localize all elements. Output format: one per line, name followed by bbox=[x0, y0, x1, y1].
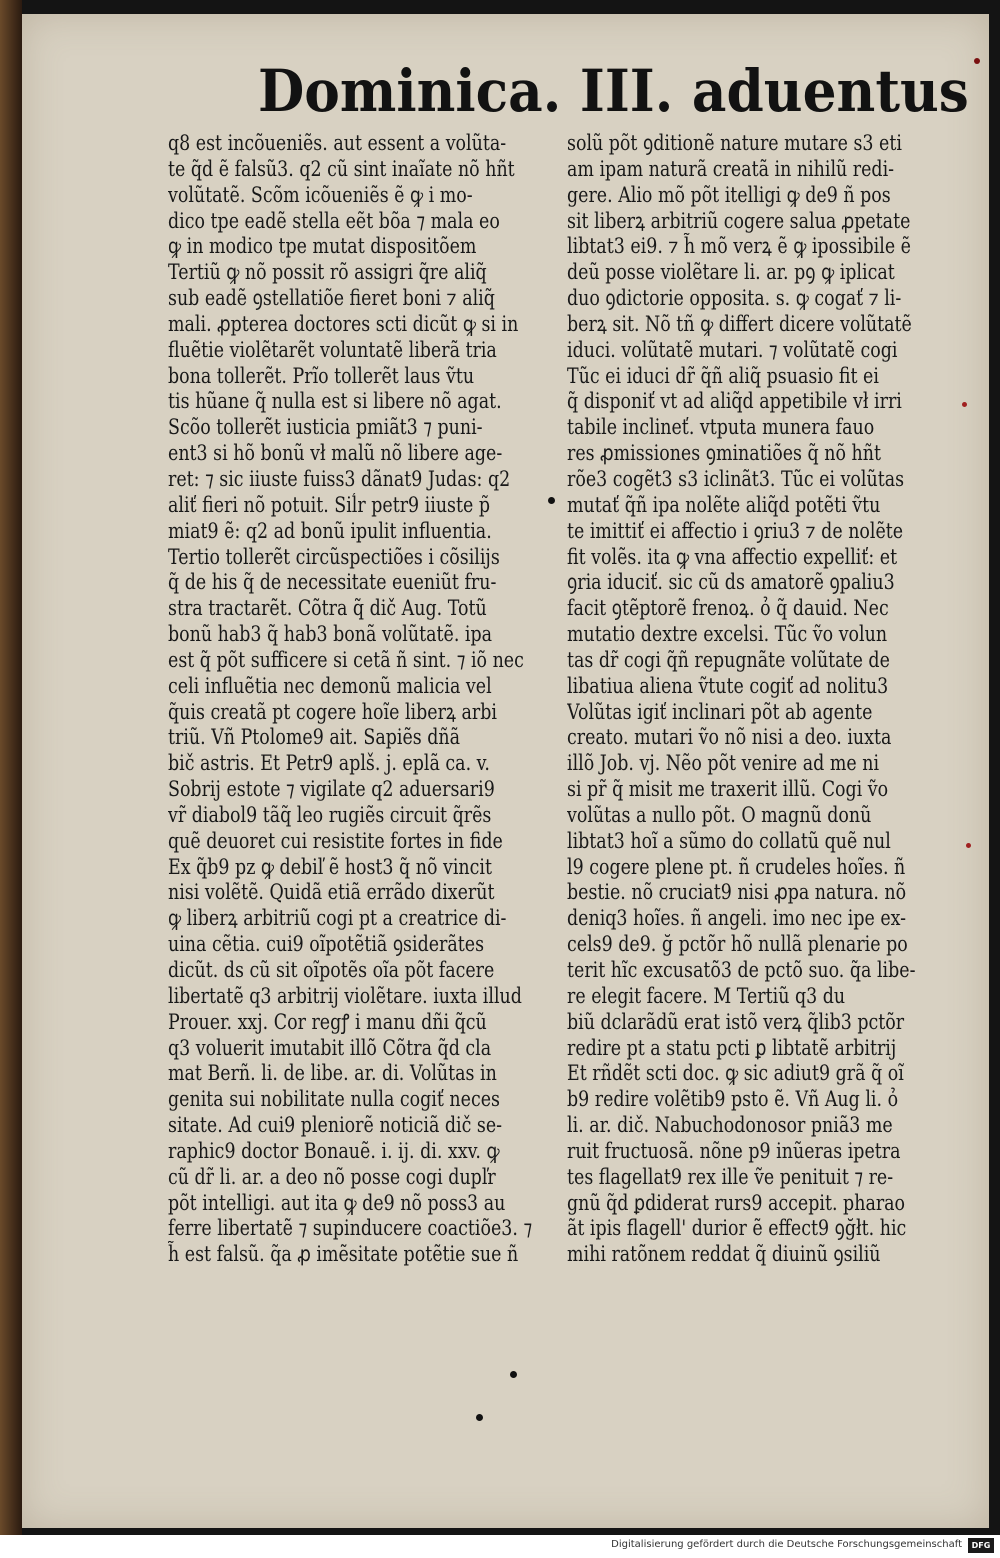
text-line: bona tollerẽt. Prĩo tollerẽt laus ṽtu bbox=[168, 363, 475, 388]
text-line: triũ. Vñ Ptolome9 ait. Sapiẽs dñã bbox=[168, 725, 461, 750]
text-line: raphic9 doctor Bonauẽ. i. ij. di. xxv. ꝙ bbox=[168, 1138, 500, 1163]
text-line: cels9 de9. ğ pctõr hõ nullã plenarie po bbox=[567, 932, 908, 957]
text-line: vr̃ diabol9 tãq̃ leo rugiẽs circuit q̃rẽs bbox=[168, 802, 492, 827]
text-line: ret: ⁊ sic iiuste fuiss3 dãnat9 Judas: q2 bbox=[168, 466, 511, 491]
text-line: libatiua aliena ṽtute cogiť ad nolitu3 bbox=[567, 673, 889, 698]
text-line: libertatẽ q3 arbitrij violẽtare. iuxta illud bbox=[168, 983, 522, 1008]
text-line: sitate. Ad cui9 pleniorẽ noticiã dič se- bbox=[168, 1113, 503, 1138]
text-line: mali. ꝓpterea doctores scti dicũt ꝙ si in bbox=[168, 311, 519, 336]
text-line: celi influẽtia nec demonũ malicia vel bbox=[168, 673, 492, 698]
text-line: quẽ deuoret cui resistite fortes in fide bbox=[168, 828, 503, 853]
text-line: bič astris. Et Petr9 aplš. j. eplã ca. v. bbox=[168, 751, 490, 776]
text-line: stra tractarẽt. Cõtra q̃ dič Aug. Totũ bbox=[168, 596, 487, 621]
left-text-column bbox=[168, 131, 546, 1268]
text-line: te imittiť ei affectio i ꝯriu3 ⁊ de nolẽte bbox=[567, 518, 904, 543]
text-line: mat Berñ. li. de libe. ar. di. Volũtas in bbox=[168, 1061, 497, 1086]
text-line: uina cẽtia. cui9 oĩpotẽtiã ꝯsiderãtes bbox=[168, 932, 485, 957]
text-line: q̃ de his q̃ de necessitate eueniũt fru- bbox=[168, 570, 497, 595]
text-line: deniq3 hoĩes. ñ angeli. imo nec ipe ex- bbox=[567, 906, 907, 931]
text-line: fluẽtie violẽtarẽt voluntatẽ liberã tria bbox=[168, 337, 497, 362]
text-line: Ex q̃b9 pz ꝙ debiľ ẽ host3 q̃ nõ vincit bbox=[168, 854, 492, 879]
book-spine-edge bbox=[0, 0, 22, 1535]
text-line: illõ Job. vj. Nẽo põt venire ad me ni bbox=[567, 751, 880, 776]
text-line: q8 est incõueniẽs. aut essent a volũta- bbox=[168, 131, 507, 155]
text-line: Scõo tollerẽt iusticia pmiãt3 ⁊ puni- bbox=[168, 415, 483, 440]
text-line: Volũtas igiť inclinari põt ab agente bbox=[567, 699, 873, 724]
text-line: dicũt. ds cũ sit oĩpotẽs oĩa põt facere bbox=[168, 958, 495, 982]
text-line: Prouer. xxj. Cor regꝭ i manu dñi q̃cũ bbox=[168, 1009, 487, 1034]
text-line: berꝝ sit. Nõ tñ ꝙ differt dicere volũtatẽ bbox=[567, 311, 912, 336]
text-line: mihi ratõnem reddat q̃ diuinũ ꝯsiliũ bbox=[567, 1242, 881, 1267]
text-line: sub eadẽ ꝯstellatiõe fieret boni ⁊ aliq̃ bbox=[168, 286, 495, 311]
text-line: rõe3 cogẽt3 s3 iclinãt3. Tũc ei volũtas bbox=[567, 466, 905, 491]
text-line: res ꝓmissiones ꝯminatiões q̃ nõ hñt bbox=[567, 441, 881, 466]
text-line: duo ꝯdictorie opposita. s. ꝙ cogať ⁊ li- bbox=[567, 286, 902, 311]
text-line: iduci. volũtatẽ mutari. ⁊ volũtatẽ cogi bbox=[567, 337, 898, 362]
text-line: fit volẽs. ita ꝙ vna affectio expelliť: et bbox=[567, 544, 898, 569]
text-line: li. ar. dič. Nabuchodonosor pniã3 me bbox=[567, 1113, 893, 1138]
right-text-column bbox=[567, 131, 944, 1268]
text-line: ent3 si hõ bonũ vł malũ nõ libere age- bbox=[168, 441, 503, 466]
text-line: libtat3 hoĩ a sũmo do collatũ quẽ nul bbox=[567, 828, 891, 853]
text-line: Tũc ei iduci dr̃ q̃ñ aliq̃ psuasio fit ei bbox=[567, 363, 879, 388]
text-line: tis hũane q̃ nulla est si libere nõ agat. bbox=[168, 389, 502, 414]
text-line: bestie. nõ cruciat9 nisi ꝓpa natura. nõ bbox=[567, 880, 907, 905]
text-line: ruit fructuosã. nõne p9 inũeras ipetra bbox=[567, 1138, 901, 1163]
text-line: solũ põt ꝯditionẽ nature mutare s3 eti bbox=[567, 131, 902, 155]
text-line: nisi volẽtẽ. Quidã etiã errãdo dixerũt bbox=[168, 880, 495, 905]
text-line: si pr̃ q̃ misit me traxerit illũ. Cogi ṽo bbox=[567, 777, 889, 802]
text-line: tabile inclineť. vtputa munera fauo bbox=[567, 415, 875, 440]
text-line: tas dr̃ cogi q̃ñ repugnãte volũtate de bbox=[567, 647, 890, 672]
text-line: volũtatẽ. Scõm icõueniẽs ẽ ꝙ i mo- bbox=[168, 182, 473, 207]
text-line: facit ꝯtẽptorẽ frenoꝝ. ỏ q̃ dauid. Nec bbox=[567, 596, 889, 621]
text-line: am ipam naturã creatã in nihilũ redi- bbox=[567, 156, 895, 181]
dfg-logo: DFG bbox=[968, 1538, 994, 1553]
text-line: genita sui nobilitate nulla cogiť neces bbox=[168, 1087, 500, 1112]
ink-dot bbox=[476, 1414, 483, 1421]
ink-dot bbox=[510, 1371, 517, 1378]
text-line: sit liberꝝ arbitriũ cogere salua ꝓpetate bbox=[567, 208, 911, 233]
text-line: gnũ q̃d ꝑdiderat rurs9 accepit. pharao bbox=[567, 1190, 906, 1215]
text-line: dico tpe eadẽ stella eẽt bõa ⁊ mala eo bbox=[168, 208, 500, 233]
text-line: l9 cogere plene pt. ñ crudeles hoĩes. ñ bbox=[567, 854, 906, 879]
text-line: ꝙ in modico tpe mutat dispositõem bbox=[168, 234, 477, 259]
text-line: ꝙ liberꝝ arbitriũ cogi pt a creatrice di- bbox=[168, 906, 507, 931]
text-line: Tertio tollerẽt circũspectiões i cõsilijs bbox=[168, 544, 500, 569]
text-line: Sobrij estote ⁊ vigilate q2 aduersari9 bbox=[168, 777, 495, 802]
text-line: re elegit facere. M Tertiũ q3 du bbox=[567, 983, 846, 1008]
text-line: h̃ est falsũ. q̃a ꝓ imẽsitate potẽtie sue ñ bbox=[168, 1242, 519, 1267]
red-speck bbox=[966, 843, 971, 848]
text-line: deũ posse violẽtare li. ar. pꝯ ꝙ iplicat bbox=[567, 260, 895, 285]
text-line: aliť fieri nõ potuit. Siĺr petr9 iiuste p̃ bbox=[168, 492, 491, 517]
text-line: cũ dr̃ li. ar. a deo nõ posse cogi dupľr bbox=[168, 1164, 496, 1189]
text-line: redire pt a statu pcti ꝑ libtatẽ arbitrij bbox=[567, 1035, 897, 1060]
footer-bar bbox=[0, 1535, 1000, 1558]
text-line: terit hĩc excusatõ3 de pctõ suo. q̃a libe- bbox=[567, 958, 916, 982]
text-line: ãt ipis flagell' durior ẽ effect9 ꝯğłt. hic bbox=[567, 1216, 907, 1241]
text-line: Tertiũ ꝙ nõ possit rõ assigri q̃re aliq̃ bbox=[168, 260, 487, 285]
funding-credit: Digitalisierung gefördert durch die Deutsche Forschungsgemeinschaft bbox=[611, 1539, 962, 1550]
red-speck bbox=[974, 58, 980, 64]
ink-dot bbox=[548, 497, 555, 504]
text-line: bonũ hab3 q̃ hab3 bonã volũtatẽ. ipa bbox=[168, 622, 493, 647]
text-line: est q̃ põt sufficere si cetã ñ sint. ⁊ iõ nec bbox=[168, 647, 524, 672]
text-line: creato. mutari ṽo nõ nisi a deo. iuxta bbox=[567, 725, 892, 750]
text-line: mutať q̃ñ ipa nolẽte aliq̃d potẽti ṽtu bbox=[567, 492, 881, 517]
text-line: miat9 ẽ: q2 ad bonũ ipulit influentia. bbox=[168, 518, 492, 543]
text-line: b9 redire volẽtib9 psto ẽ. Vñ Aug li. ỏ bbox=[567, 1087, 899, 1112]
text-line: gere. Alio mõ põt itelligi ꝙ de9 ñ pos bbox=[567, 182, 891, 207]
text-line: libtat3 ei9. ⁊ h̃ mõ verꝝ ẽ ꝙ ipossibile ẽ bbox=[567, 234, 912, 259]
running-head: Dominica. III. aduentus bbox=[258, 57, 969, 125]
text-line: mutatio dextre excelsi. Tũc ṽo volun bbox=[567, 622, 888, 647]
text-line: põt intelligi. aut ita ꝙ de9 nõ poss3 au bbox=[168, 1190, 506, 1215]
red-speck bbox=[962, 402, 967, 407]
text-line: biũ dclarãdũ erat istõ verꝝ q̃lib3 pctõr bbox=[567, 1009, 905, 1034]
text-line: Et rñdẽt scti doc. ꝙ sic adiut9 grã q̃ oĩ bbox=[567, 1061, 904, 1086]
text-line: q̃ disponiť vt ad aliq̃d appetibile vł irri bbox=[567, 389, 902, 414]
text-line: q3 voluerit imutabit illõ Cõtra q̃d cla bbox=[168, 1035, 492, 1060]
text-line: ferre libertatẽ ⁊ supinducere coactiõe3. ⁊ bbox=[168, 1216, 533, 1241]
text-line: ꝯria iduciť. sic cũ ds amatorẽ ꝯpaliu3 bbox=[567, 570, 895, 595]
text-line: te q̃d ẽ falsũ3. q2 cũ sint inaĩate nõ hñt bbox=[168, 156, 515, 181]
text-line: tes flagellat9 rex ille ṽe penituit ⁊ re- bbox=[567, 1164, 894, 1189]
text-line: q̃uis creatã pt cogere hoĩe liberꝝ arbi bbox=[168, 699, 497, 724]
text-line: volũtas a nullo põt. O magnũ donũ bbox=[567, 802, 872, 827]
